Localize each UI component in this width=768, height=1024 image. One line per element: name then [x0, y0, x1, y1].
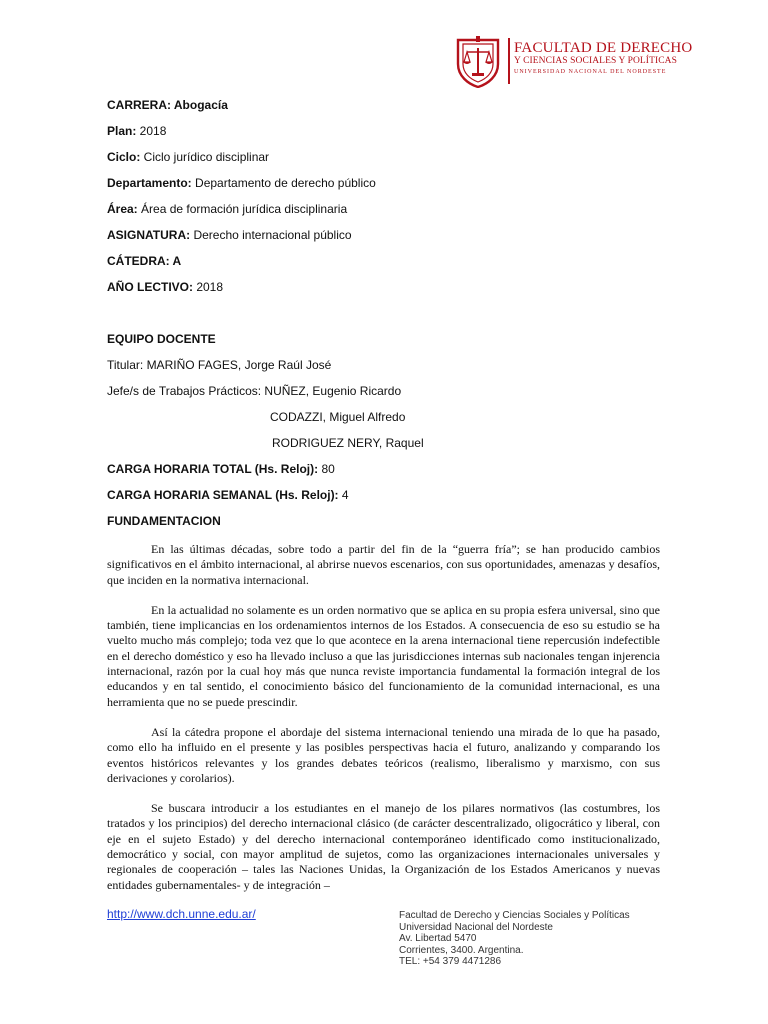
- logo-divider: [508, 38, 510, 84]
- address-line: Facultad de Derecho y Ciencias Sociales y Políticas: [399, 910, 630, 921]
- jtp-row-2: CODAZZI, Miguel Alfredo: [270, 410, 406, 424]
- catedra-row: CÁTEDRA: A: [107, 254, 182, 268]
- departamento-row: Departamento: Departamento de derecho público: [107, 176, 376, 190]
- logo-subtitle: Y CIENCIAS SOCIALES Y POLÍTICAS: [514, 56, 678, 66]
- address-line: Av. Libertad 5470: [399, 933, 477, 944]
- jtp-row-3: RODRIGUEZ NERY, Raquel: [272, 436, 424, 450]
- logo-text: [514, 40, 692, 77]
- carrera-row: CARRERA: Abogacía: [107, 98, 228, 112]
- faculty-logo: [452, 34, 693, 90]
- carga-semanal-row: CARGA HORARIA SEMANAL (Hs. Reloj): 4: [107, 488, 349, 502]
- paragraph: En las últimas décadas, sobre todo a partir del fin de la “guerra fría”; se han producido cambios significativos en el ámbito internacional, al abrirse nuevos escenarios, con sus oportunidades, amenazas y desafíos, que inciden en la normativa internacional.: [107, 542, 660, 587]
- jtp-row: Jefe/s de Trabajos Prácticos: NUÑEZ, Eugenio Ricardo: [107, 384, 402, 398]
- carga-total-row: CARGA HORARIA TOTAL (Hs. Reloj): 80: [107, 462, 335, 476]
- paragraph: Así la cátedra propone el abordaje del sistema internacional teniendo una mirada de lo que ha pasado, como ello ha influido en el presente y las posibles perspectivas hacia el futuro, analizando y comparando los eventos históricos relevantes y los grandes debates teóricos (realismo, liberalismo y marxismo, con sus derivaciones y corolarios).: [107, 724, 660, 785]
- paragraph: En la actualidad no solamente es un orden normativo que se aplica en su propia esfera universal, sino que también, tiene implicancias en los ordenamientos internos de los Estados. A consecuencia de eso su estudio se ha vuelto mucho más complejo; toda vez que lo que acontece en la arena internacional tiene repercusión indefectible en el derecho doméstico y eso ha llevado incluso a que las jurisdicciones internas sub nacionales tengan injerencia internacional, razón por la cual hoy más que nunca reviste importancia fundamental la formación integral de los educandos y en tal sentido, el conocimiento básico del funcionamiento de la comunidad internacional, es una herramienta que no se puede prescindir.: [107, 602, 660, 709]
- fundamentacion-heading: FUNDAMENTACION: [107, 514, 221, 528]
- faculty-website-link[interactable]: http://www.dch.unne.edu.ar/: [107, 907, 256, 921]
- titular-row: Titular: MARIÑO FAGES, Jorge Raúl José: [107, 358, 332, 372]
- course-metadata: [107, 97, 667, 539]
- plan-row: Plan: 2018: [107, 124, 167, 138]
- address-line: Corrientes, 3400. Argentina.: [399, 944, 524, 956]
- anio-lectivo-row: AÑO LECTIVO: 2018: [107, 280, 224, 294]
- logo-title: FACULTAD DE DERECHO: [514, 40, 693, 56]
- address-line: Universidad Nacional del Nordeste: [399, 921, 553, 933]
- area-row: Área: Área de formación jurídica disciplinaria: [107, 202, 348, 216]
- equipo-docente-heading: EQUIPO DOCENTE: [107, 332, 216, 346]
- fundamentacion-text: [107, 542, 660, 908]
- ciclo-row: Ciclo: Ciclo jurídico disciplinar: [107, 150, 270, 164]
- faculty-address: [399, 910, 630, 968]
- scales-of-justice-icon: [452, 34, 504, 88]
- paragraph: Se buscara introducir a los estudiantes en el manejo de los pilares normativos (las costumbres, los tratados y los principios) del derecho internacional clásico (de carácter descentralizado, oligocrático y liberal, con eje en el sujeto Estado) y del derecho internacional contemporáneo identificado como institucionalizado, democrático y social, con mayor amplitud de sujetos, como las organizaciones internacionales universales y regionales de cooperación – tales las Naciones Unidas, la Organización de los Estados Americanos y nuevas entidades gubernamentales- y de integración –: [107, 801, 660, 892]
- address-line: TEL: +54 379 4471286: [399, 956, 502, 967]
- asignatura-row: ASIGNATURA: Derecho internacional público: [107, 228, 352, 242]
- logo-university: UNIVERSIDAD NACIONAL DEL NORDESTE: [514, 69, 667, 75]
